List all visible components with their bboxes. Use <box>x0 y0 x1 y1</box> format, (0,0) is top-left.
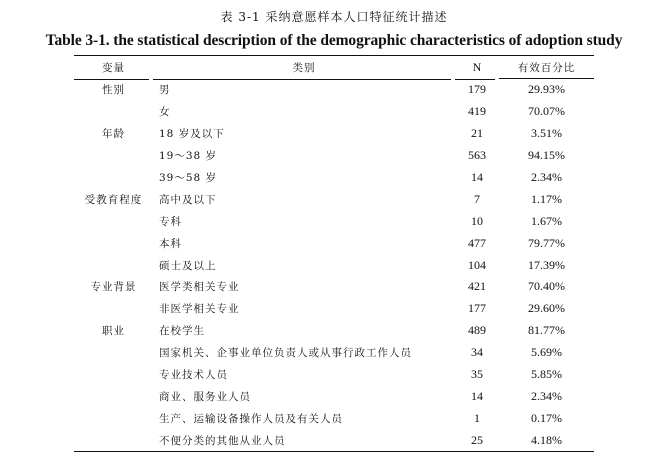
category-cell: 39～58 岁 <box>159 172 218 184</box>
group-cell: 专业背景 <box>90 281 137 294</box>
category-cell: 医学类相关专业 <box>159 281 240 294</box>
group-cell <box>74 298 153 320</box>
percent-cell: 0.17% <box>531 410 562 425</box>
group-cell: 性别 <box>102 84 125 97</box>
category-cell: 国家机关、企事业单位负责人或从事行政工作人员 <box>159 347 412 360</box>
count-cell: 421 <box>468 279 486 294</box>
category-cell: 男 <box>159 84 171 97</box>
header-rule-segment <box>153 79 451 80</box>
count-cell: 10 <box>471 213 483 228</box>
table-header-row <box>74 56 594 79</box>
table-row <box>74 364 594 386</box>
count-cell: 21 <box>471 126 483 141</box>
count-cell: 419 <box>468 104 486 119</box>
category-cell: 不便分类的其他从业人员 <box>153 429 455 451</box>
table-caption-chinese: 表 3-1 采纳意愿样本人口特征统计描述 <box>220 10 448 24</box>
count-cell: 489 <box>468 323 486 338</box>
table-row <box>74 232 594 254</box>
group-cell <box>74 232 153 254</box>
table-row <box>74 320 594 342</box>
group-cell <box>74 101 153 123</box>
table-row <box>74 167 594 189</box>
table-row <box>74 145 594 167</box>
group-cell <box>74 145 153 167</box>
category-cell: 在校学生 <box>159 325 205 338</box>
percent-cell: 4.18% <box>499 429 594 451</box>
header-variable-label: 变量 <box>102 61 125 74</box>
percent-cell: 29.60% <box>528 301 565 316</box>
table-row <box>74 407 594 429</box>
percent-cell: 70.07% <box>528 104 565 119</box>
header-n-label: N <box>472 59 482 74</box>
table-row <box>74 254 594 276</box>
header-valid-percent: 有效百分比 <box>499 56 594 79</box>
group-cell <box>74 167 153 189</box>
percent-cell: 1.17% <box>531 191 562 206</box>
table-row <box>74 79 594 101</box>
count-cell: 35 <box>471 367 483 382</box>
percent-cell: 79.77% <box>528 235 565 250</box>
percent-cell: 5.85% <box>531 367 562 382</box>
table-row <box>74 123 594 145</box>
percent-cell: 2.34% <box>531 388 562 403</box>
group-cell: 职业 <box>102 325 125 338</box>
group-cell: 年龄 <box>102 128 125 141</box>
count-cell: 179 <box>468 82 486 97</box>
table-row <box>74 188 594 210</box>
table-caption-english: Table 3-1. the statistical description of the demographic characteristics of adoption study <box>45 32 623 49</box>
header-variable <box>74 56 153 79</box>
count-cell: 14 <box>471 388 483 403</box>
header-n <box>455 56 499 79</box>
header-category <box>153 56 455 79</box>
count-cell: 477 <box>468 235 486 250</box>
table-body <box>74 79 594 452</box>
count-cell: 1 <box>474 410 480 425</box>
group-cell <box>74 254 153 276</box>
group-cell <box>74 429 153 451</box>
category-cell: 专业技术人员 <box>159 369 228 382</box>
header-category-label: 类别 <box>292 61 316 74</box>
percent-cell: 70.40% <box>528 279 565 294</box>
category-cell: 女 <box>159 106 171 119</box>
category-cell: 19～38 岁 <box>159 150 218 163</box>
group-cell <box>74 385 153 407</box>
header-rule-segment <box>74 79 149 80</box>
header-rule-segment <box>455 79 495 80</box>
group-cell <box>74 342 153 364</box>
table-row <box>74 342 594 364</box>
category-cell: 商业、服务业人员 <box>159 390 251 403</box>
category-cell: 硕士及以上 <box>159 259 217 272</box>
table-row <box>74 276 594 298</box>
table-row <box>74 298 594 320</box>
count-cell: 177 <box>468 301 486 316</box>
count-cell: 563 <box>468 148 486 163</box>
table-row <box>74 385 594 407</box>
category-cell: 18 岁及以下 <box>159 128 225 141</box>
table-row <box>74 429 594 451</box>
group-cell <box>74 407 153 429</box>
percent-cell: 3.51% <box>531 126 562 141</box>
count-cell: 104 <box>468 257 486 272</box>
percent-cell: 81.77% <box>528 323 565 338</box>
category-cell: 高中及以下 <box>159 193 217 206</box>
percent-cell: 2.34% <box>531 170 562 184</box>
percent-cell: 1.67% <box>531 213 562 228</box>
percent-cell: 94.15% <box>528 148 565 163</box>
group-cell <box>74 364 153 386</box>
group-cell <box>74 210 153 232</box>
percent-cell: 5.69% <box>531 345 562 360</box>
table-row <box>74 101 594 123</box>
count-cell: 34 <box>471 345 483 360</box>
count-cell: 7 <box>474 191 480 206</box>
category-cell: 专科 <box>159 215 182 228</box>
category-cell: 非医学相关专业 <box>159 303 240 316</box>
count-cell: 25 <box>455 429 499 451</box>
demographics-table <box>74 55 594 452</box>
category-cell: 生产、运输设备操作人员及有关人员 <box>159 412 343 425</box>
count-cell: 14 <box>471 170 483 184</box>
group-cell: 受教育程度 <box>84 193 143 206</box>
percent-cell: 17.39% <box>528 257 565 272</box>
category-cell: 本科 <box>159 237 182 250</box>
table-row <box>74 210 594 232</box>
percent-cell: 29.93% <box>528 82 565 97</box>
